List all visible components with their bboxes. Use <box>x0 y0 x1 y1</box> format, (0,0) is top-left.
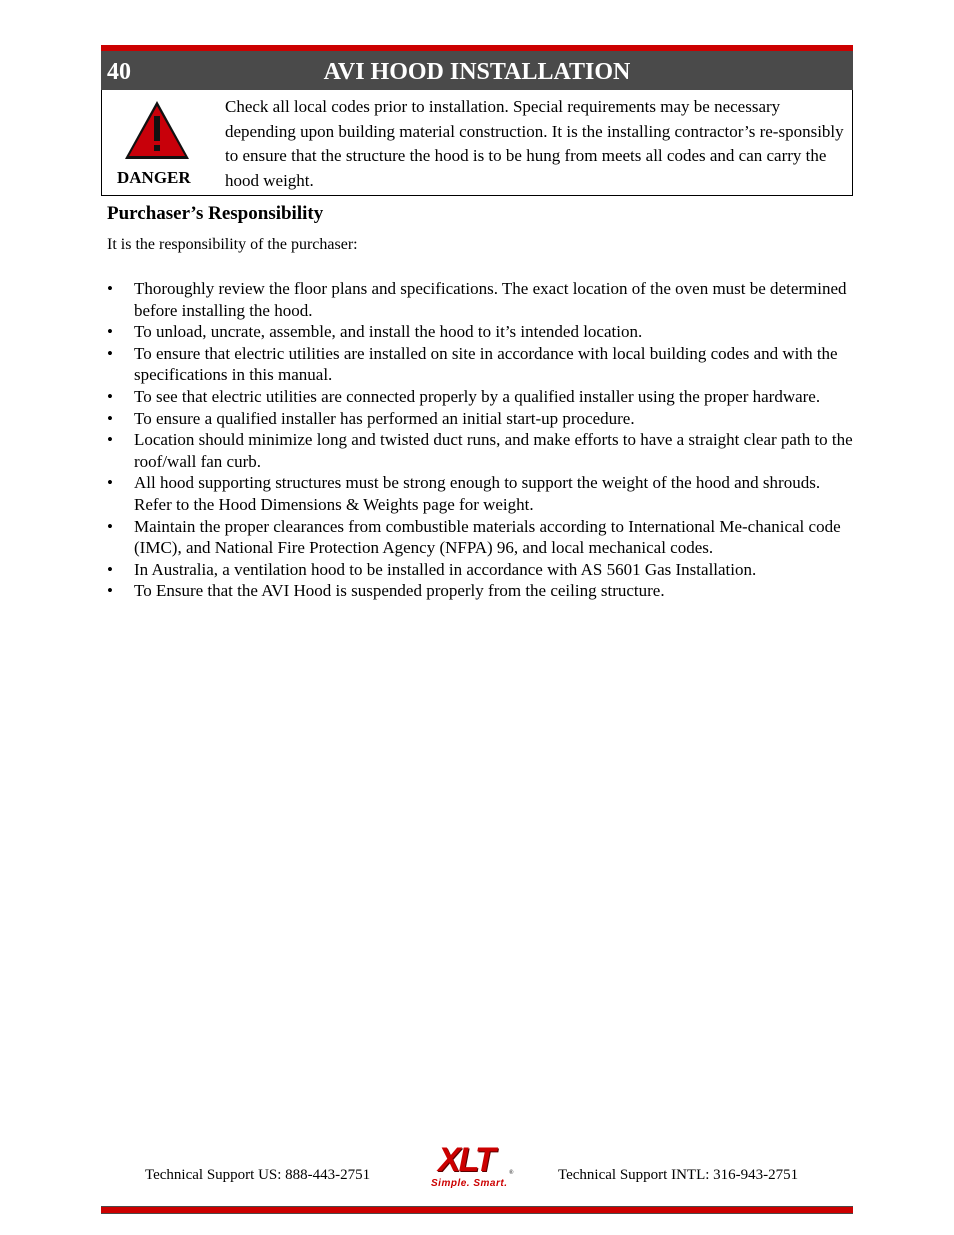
section-intro: It is the responsibility of the purchaser: <box>107 236 358 253</box>
list-item: • Thoroughly review the floor plans and specifications. The exact location of the oven must be determined before installing the hood. <box>107 278 853 321</box>
danger-label: DANGER <box>117 168 191 187</box>
logo-mark: XLT <box>438 1141 494 1179</box>
responsibility-list <box>107 278 853 602</box>
page-header <box>101 45 853 90</box>
list-item: • To unload, uncrate, assemble, and install the hood to it’s intended location. <box>107 321 853 343</box>
support-intl: Technical Support INTL: 316-943-2751 <box>558 1167 799 1183</box>
logo-registered: ® <box>509 1170 514 1176</box>
section-heading: Purchaser’s Responsibility <box>107 203 324 224</box>
danger-notice <box>101 90 853 196</box>
list-item: • To Ensure that the AVI Hood is suspended properly from the ceiling structure. <box>107 580 853 602</box>
support-us: Technical Support US: 888-443-2751 <box>145 1167 371 1183</box>
logo-tagline: Simple. Smart. <box>431 1178 508 1189</box>
list-item: • To ensure that electric utilities are installed on site in accordance with local building codes and with the specifications in this manual. <box>107 343 853 386</box>
list-item: • To see that electric utilities are connected properly by a qualified installer using the proper hardware. <box>107 386 853 408</box>
danger-text: Check all local codes prior to installation. Special requirements may be necessary depending upon building material construction. It is the installing contractor’s re-sponsibly to ensure that the structure the hood is to be hung from meets all codes and can carry the hood weight. <box>225 97 844 190</box>
xlt-logo <box>428 1142 528 1194</box>
list-item: • Location should minimize long and twisted duct runs, and make efforts to have a straight clear path to the roof/wall fan curb. <box>107 429 853 472</box>
page-number: 40 <box>107 59 131 85</box>
warning-triangle-icon <box>123 99 191 161</box>
footer-divider <box>101 1206 853 1214</box>
page-title: AVI HOOD INSTALLATION <box>323 59 631 85</box>
list-item: • To ensure a qualified installer has performed an initial start-up procedure. <box>107 408 853 430</box>
list-item: • In Australia, a ventilation hood to be installed in accordance with AS 5601 Gas Installation. <box>107 559 853 581</box>
list-item: • Maintain the proper clearances from combustible materials according to International Me-chanical code (IMC), and National Fire Protection Agency (NFPA) 96, and local mechanical codes. <box>107 516 853 559</box>
list-item: • All hood supporting structures must be strong enough to support the weight of the hood and shrouds. Refer to the Hood Dimensions & Weights page for weight. <box>107 472 853 515</box>
